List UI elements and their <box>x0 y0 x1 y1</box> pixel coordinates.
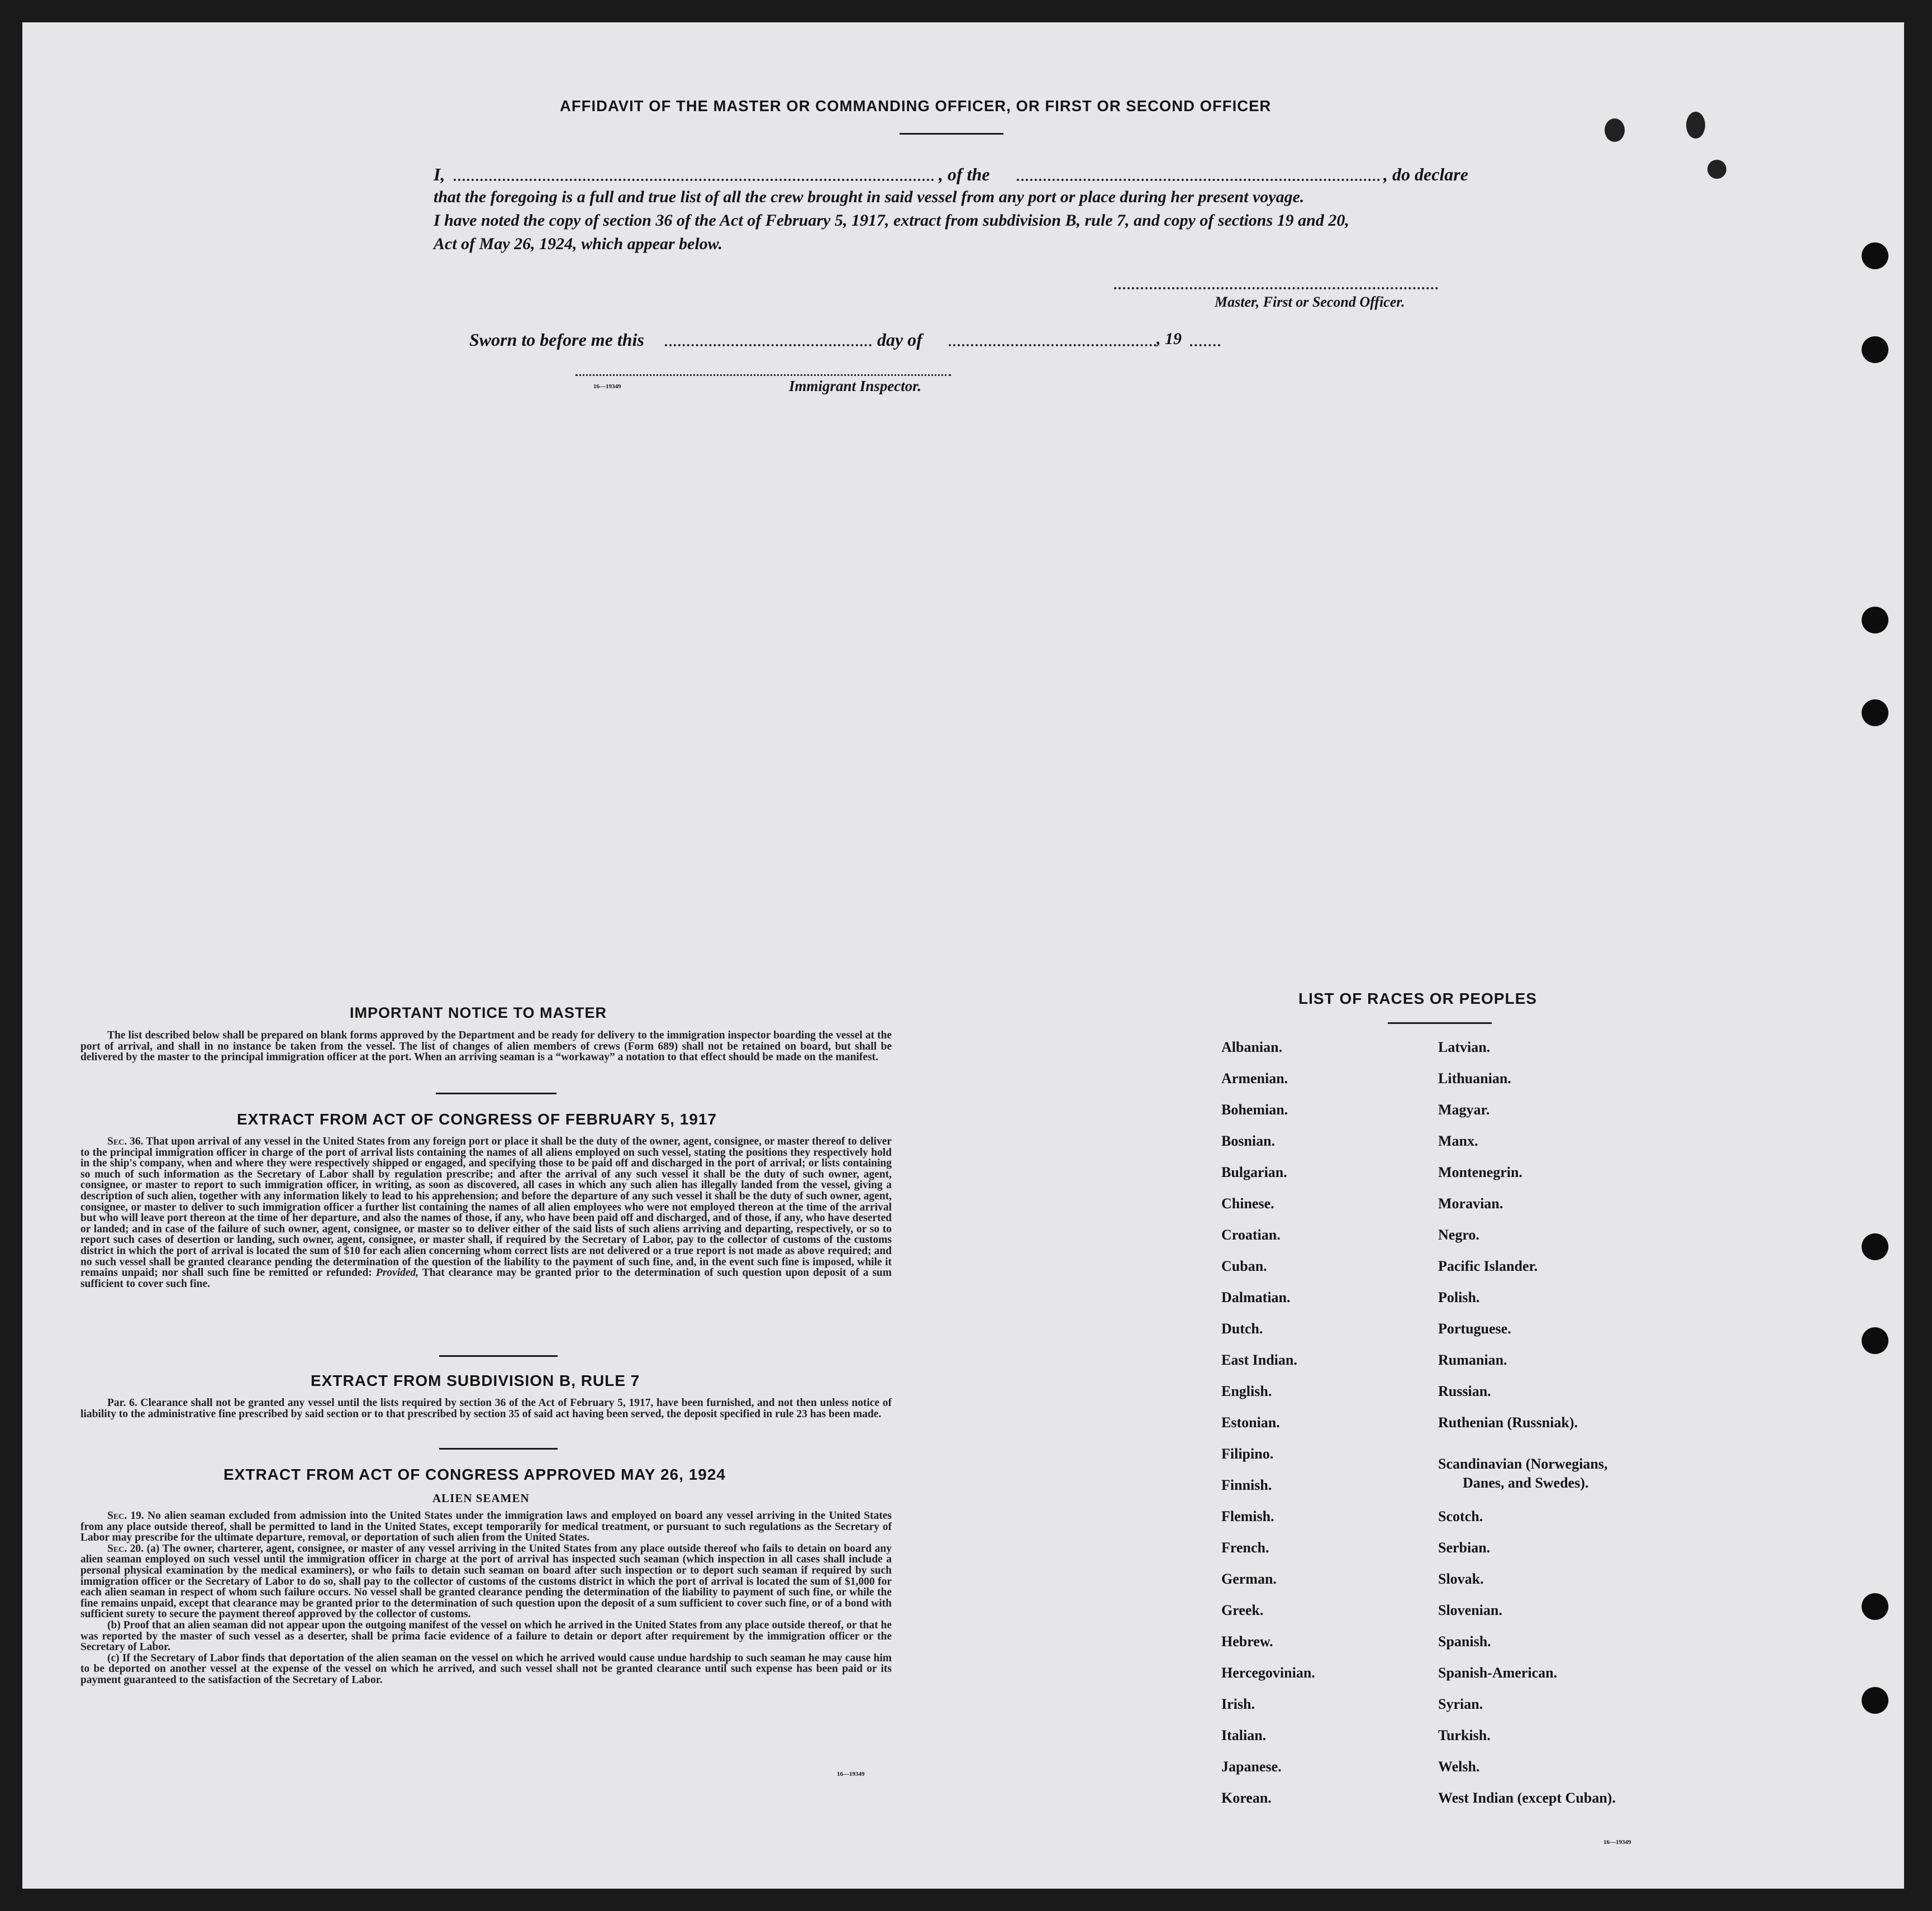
race-item: Portuguese. <box>1438 1321 1511 1337</box>
race-item: Bosnian. <box>1221 1133 1276 1149</box>
divider <box>439 1355 558 1357</box>
provided-word: Provided, <box>375 1267 419 1279</box>
race-item: Chinese. <box>1221 1195 1274 1212</box>
binder-hole <box>1862 242 1888 269</box>
race-item: Bulgarian. <box>1221 1164 1287 1180</box>
binder-hole <box>1862 1593 1888 1620</box>
notice-title: IMPORTANT NOTICE TO MASTER <box>350 1004 607 1021</box>
master-signature-label: Master, First or Second Officer. <box>1215 294 1405 310</box>
race-item: Spanish-American. <box>1438 1665 1558 1681</box>
race-item: Turkish. <box>1438 1727 1491 1743</box>
race-item: Croatian. <box>1221 1227 1281 1243</box>
section-label: Sec. 19. <box>107 1510 144 1522</box>
race-item: East Indian. <box>1221 1352 1297 1368</box>
race-item: Russian. <box>1438 1383 1491 1399</box>
master-signature-field[interactable] <box>1114 287 1438 289</box>
notice-text: The list described below shall be prepared on blank forms approved by the Department and be ready for delivery to the immigration inspector boarding the vessel at the port of arrival, and shall in no instance be taken from the vessel. The list of changes of alien members of crews (Form 689) shall not be retained on board, but shall be delivered by the master to the principal immigration officer at the port. When an arriving seaman is a “workaway” a notation to that effect should be made on the manifest. <box>80 1030 892 1064</box>
binder-hole <box>1862 607 1888 633</box>
race-item: Flemish. <box>1221 1508 1274 1524</box>
declarant-name-field[interactable] <box>454 179 934 181</box>
affidavit-title: AFFIDAVIT OF THE MASTER OR COMMANDING OFFICER, OR FIRST OR SECOND OFFICER <box>560 97 1272 115</box>
race-item: Finnish. <box>1221 1477 1272 1493</box>
form-number: 16—19349 <box>837 1771 865 1777</box>
race-item: Welsh. <box>1438 1758 1480 1775</box>
race-item: Dalmatian. <box>1221 1289 1291 1305</box>
race-item: German. <box>1221 1571 1277 1587</box>
section-19-text: No alien seaman excluded from admission into the United States under the immigration laws and employed on board any vessel arriving in the United States from any place outside thereof, shall be permitted to land in the United States, except temporarily for medical treatment, or pursuant to such regulations as the Secretary of Labor may prescribe for the ultimate departure, removal, or deportation of such alien from the United States. <box>80 1510 892 1544</box>
sworn-month-field[interactable] <box>949 344 1157 346</box>
binder-hole <box>1862 1687 1888 1714</box>
race-item: Albanian. <box>1221 1039 1283 1055</box>
affidavit-body-line: that the foregoing is a full and true list of all the crew brought in said vessel from any port or place during her present voyage. <box>434 188 1305 206</box>
binder-hole <box>1862 1233 1888 1260</box>
rule7-paragraph <box>80 1398 892 1419</box>
binder-hole <box>1707 160 1726 179</box>
race-item: Serbian. <box>1438 1540 1491 1556</box>
section-20a-text: (a) The owner, charterer, agent, consignee, or master of any vessel arriving in the United States from any place outside thereof who fails to detain on board any alien seaman employed on such vessel until the immigration officer in charge at the port of arrival has inspected such seaman (which inspection in all cases shall include a personal physical examination by the medical examiners), or who fails to detain such seaman on board after such inspection or to deport such seaman if required by such immigration officer or the Secretary of Labor to do so, shall pay to the collector of customs of the customs district in which the port of arrival is located the sum of $1,000 for each alien seaman in respect of whom such failure occurs. No vessel shall be granted clearance pending the determination of the liability to payment of such fine, or while the fine remains unpaid, except that clearance may be granted prior to the determination of such question upon the deposit of a sum sufficient to cover such fine, or of a bond with sufficient surety to secure the payment thereof approved by the collector of customs. <box>80 1542 892 1621</box>
race-item: Dutch. <box>1221 1321 1263 1337</box>
binder-hole <box>1686 112 1705 139</box>
extract-1924-paragraph <box>80 1510 892 1686</box>
sworn-day-field[interactable] <box>665 344 872 346</box>
alien-seamen-subtitle: ALIEN SEAMEN <box>432 1491 530 1505</box>
day-of-text: day of <box>877 330 922 350</box>
section-36-end: That clearance may be granted prior to the determination of such question upon deposit of a sum sufficient to cover such fine. <box>80 1267 892 1290</box>
race-item: Hercegovinian. <box>1221 1665 1315 1681</box>
race-item: Slovenian. <box>1438 1602 1502 1618</box>
sworn-text: Sworn to before me this <box>469 330 644 350</box>
binder-hole <box>1862 699 1888 726</box>
race-item: French. <box>1221 1540 1269 1556</box>
race-item: Armenian. <box>1221 1070 1288 1086</box>
divider <box>439 1448 558 1450</box>
race-item: Pacific Islander. <box>1438 1258 1538 1274</box>
race-item: Greek. <box>1221 1602 1264 1618</box>
race-item: Moravian. <box>1438 1195 1503 1212</box>
divider <box>436 1093 556 1094</box>
section-label: Sec. 36. <box>107 1136 144 1147</box>
race-item: Syrian. <box>1438 1696 1483 1712</box>
race-item: Japanese. <box>1221 1758 1282 1775</box>
sworn-year-field[interactable] <box>1190 344 1220 346</box>
extract-1917-title: EXTRACT FROM ACT OF CONGRESS OF FEBRUARY 5, 1917 <box>237 1111 717 1128</box>
declare-text: , do declare <box>1383 164 1468 184</box>
section-label: Sec. 20. <box>107 1542 144 1555</box>
race-item: Polish. <box>1438 1289 1480 1305</box>
binder-hole <box>1605 118 1625 142</box>
race-item: Latvian. <box>1438 1039 1491 1055</box>
race-item: Montenegrin. <box>1438 1164 1522 1180</box>
races-title: LIST OF RACES OR PEOPLES <box>1298 990 1537 1007</box>
form-number: 16—19349 <box>593 383 621 390</box>
race-item: Italian. <box>1221 1727 1267 1743</box>
race-item: West Indian (except Cuban). <box>1438 1790 1616 1806</box>
race-item: Spanish. <box>1438 1633 1491 1650</box>
inspector-signature-field[interactable] <box>575 374 951 376</box>
affidavit-body-line: I have noted the copy of section 36 of the Act of February 5, 1917, extract from subdivision B, rule 7, and copy of sections 19 and 20, <box>434 211 1349 230</box>
race-item: Slovak. <box>1438 1571 1484 1587</box>
race-item: Danes, and Swedes). <box>1463 1475 1589 1491</box>
inspector-label: Immigrant Inspector. <box>789 378 922 394</box>
race-item: Irish. <box>1221 1696 1255 1712</box>
race-item: Korean. <box>1221 1790 1272 1806</box>
declarant-prefix: I, <box>434 164 445 184</box>
race-item: Ruthenian (Russniak). <box>1438 1414 1578 1431</box>
race-item: Filipino. <box>1221 1446 1274 1462</box>
form-page <box>22 22 1904 1889</box>
race-item: Bohemian. <box>1221 1102 1288 1118</box>
section-20b-text: (b) Proof that an alien seaman did not appear upon the outgoing manifest of the vessel on which he arrived in the United States from any place outside thereof, or that he was reported by the master of such vessel as a deserter, shall be prima facie evidence of a failure to detain or deport after requirement by the immigration officer or the Secretary of Labor. <box>80 1619 892 1653</box>
race-item: Negro. <box>1438 1227 1479 1243</box>
rule7-text: Par. 6. Clearance shall not be granted any vessel until the lists required by section 36 of the Act of February 5, 1917, have been furnished, and not then unless notice of liability to the administrative fine prescribed by said section or to that prescribed by section 35 of said act having been served, the deposit specified in rule 23 has been made. <box>80 1397 892 1420</box>
year-prefix: , 19 <box>1157 330 1182 348</box>
race-item: English. <box>1221 1383 1272 1399</box>
race-item: Magyar. <box>1438 1102 1490 1118</box>
vessel-name-field[interactable] <box>1017 179 1380 181</box>
section-20c-text: (c) If the Secretary of Labor finds that deportation of the alien seaman on the vessel on which he arrived would cause undue hardship to such seaman he may cause him to be deported on another vessel at the expense of the vessel on which he arrived, and such vessel shall not be granted clearance until such expense has been paid or its payment guaranteed to the satisfaction of the Secretary of Labor. <box>80 1652 892 1686</box>
affidavit-body-line: Act of May 26, 1924, which appear below. <box>434 235 723 253</box>
extract-1924-title: EXTRACT FROM ACT OF CONGRESS APPROVED MAY 26, 1924 <box>223 1466 726 1483</box>
race-item: Lithuanian. <box>1438 1070 1511 1086</box>
race-item: Scotch. <box>1438 1508 1483 1524</box>
notice-paragraph <box>80 1030 892 1063</box>
race-item: Cuban. <box>1221 1258 1267 1274</box>
rule7-title: EXTRACT FROM SUBDIVISION B, RULE 7 <box>311 1372 640 1389</box>
divider <box>900 133 1003 135</box>
extract-1917-paragraph <box>80 1136 892 1289</box>
divider <box>1388 1022 1492 1024</box>
form-number: 16—19349 <box>1603 1839 1631 1846</box>
race-item: Scandinavian (Norwegians, <box>1438 1456 1608 1472</box>
binder-hole <box>1862 336 1888 363</box>
vessel-prefix: , of the <box>939 164 990 184</box>
race-item: Manx. <box>1438 1133 1478 1149</box>
race-item: Rumanian. <box>1438 1352 1507 1368</box>
section-36-text: That upon arrival of any vessel in the United States from any foreign port or place it shall be the duty of the owner, agent, consignee, or master thereof to deliver to the principal immigration officer in charge of the port of arrival lists containing the names of all aliens employed on such vessel, stating the positions they respectively hold in the ship's company, when and where they were respectively shipped or engaged, and specifying those to be paid off and discharged in the port of arrival; or lists containing so much of such information as the Secretary of Labor shall by regulation prescribe; and after the arrival of any such vessel it shall be the duty of such owner, agent, consignee, or master to report to such immigration officer, in writing, as soon as discovered, all cases in which any such alien has illegally landed from the vessel, giving a description of such alien, together with any information likely to lead to his apprehension; and before the departure of any such vessel it shall be the duty of such owner, agent, consignee, or master to deliver to such immigration officer a further list containing the names of all alien employees who were not employed thereon at the time of the arrival but who will leave port thereon at the time of her departure, and also the names of those, if any, who have been paid off and discharged, and of those, if any, who have deserted or landed; and in case of the failure of such owner, agent, consignee, or master so to deliver either of the said lists of such aliens arriving and departing, respectively, or so to report such cases of desertion or landing, such owner, agent, consignee, or master shall, if required by the Secretary of Labor, pay to the collector of customs of the customs district in which the port of arrival is located the sum of $10 for each alien concerning whom correct lists are not delivered or a true report is not made as above required; and no such vessel shall be granted clearance pending the determination of the question of the liability to the payment of such fine, and, in the event such fine is imposed, while it remains unpaid; nor shall such fine be remitted or refunded: <box>80 1136 892 1279</box>
binder-hole <box>1862 1327 1888 1354</box>
race-item: Estonian. <box>1221 1414 1280 1431</box>
race-item: Hebrew. <box>1221 1633 1273 1650</box>
